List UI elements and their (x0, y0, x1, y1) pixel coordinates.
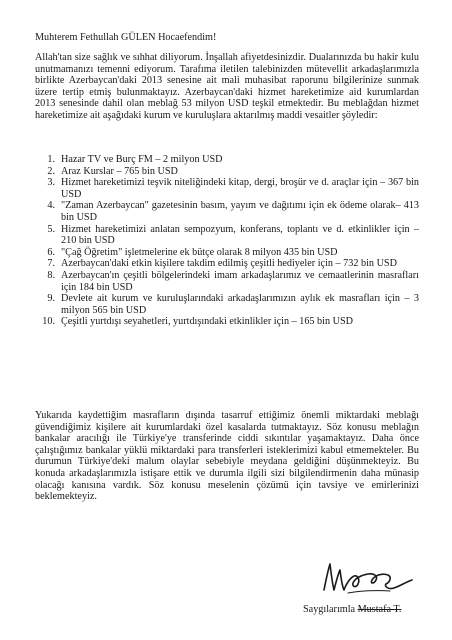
item-text: "Zaman Azerbaycan" gazetesinin basım, yayım ve dağıtımı için ek ödeme olarak– 413 bin USD (61, 200, 419, 223)
list-item (35, 154, 419, 166)
closing-text: Saygılarımla (303, 604, 356, 615)
salutation: Muhterem Fethullah GÜLEN Hocaefendim! (35, 32, 217, 43)
item-number: 8. (47, 269, 55, 281)
item-text: Hizmet hareketimizi anlatan sempozyum, konferans, toplantı ve d. etkinlikler için – 210 bin USD (61, 223, 419, 247)
intro-paragraph: Allah'tan size sağlık ve sıhhat diliyorum. İnşallah afiyetdesinizdir. Dualarınızda bu hakir kulu unutmamanızı temenni ediyorum. Tarafıma iletilen talebinizden mütevellit arkadaşlarımızla birlikte Azerbaycan'daki 2013 senesine ait mali muhasibat raporunu bilgilerinize sunmak üzere tertip etmiş bulunmaktayız. Azerbaycan'daki hizmet hareketimize aid kurumlardan 2013 senesinde dahil olan meblağ 53 milyon USD teşkil etmektedir. Bu meblağdan hizmet hareketimize ait aşağıdaki kurum ve kuruluşlara aktarılmış maddi vesaitler şöyledir: (35, 52, 419, 121)
item-number: 2. (47, 165, 55, 177)
item-text: Hazar TV ve Burç FM – 2 milyon USD (61, 154, 223, 165)
item-number: 6. (47, 246, 55, 258)
item-text: Devlete ait kurum ve kuruluşlarındaki arkadaşlarımızın aylık ek masrafları için – 3 milyon 565 bin USD (61, 293, 419, 316)
list-item (35, 247, 419, 259)
item-text: Çeşitli yurtdışı seyahetleri, yurtdışındaki etkinlikler için – 165 bin USD (61, 316, 354, 328)
signer-name: Mustafa T. (357, 604, 402, 615)
list-item (35, 224, 419, 247)
item-number: 7. (47, 258, 55, 270)
handwritten-signature (318, 560, 418, 598)
list-item (35, 258, 419, 270)
item-number: 10. (42, 316, 55, 328)
item-number: 4. (47, 200, 55, 212)
item-text: Hizmet hareketimizi teşvik niteliğindeki kitap, dergi, broşür ve d. araçlar için – 367 bin USD (61, 177, 419, 200)
item-number: 3. (47, 177, 55, 189)
list-item (35, 293, 419, 316)
list-item (35, 316, 419, 328)
list-item (35, 270, 419, 293)
item-text: Azerbaycan'daki etkin kişilere takdim edilmiş çeşitli hediyeler için – 732 bin USD (61, 258, 397, 270)
expense-list (35, 154, 419, 328)
list-item (35, 200, 419, 223)
item-text: Azerbaycan'ın çeşitli bölgelerindeki imam arkadaşlarımız ve cemaatlerinin masrafları için 184 bin USD (61, 269, 419, 293)
body-paragraph: Yukarıda kaydettiğim masrafların dışında tasarruf ettiğimiz önemli miktardaki meblağı güvendiğimiz kişilere ait kurumlardaki özel kasalarda tutmaktayız. Söz konusu meblağın bankalar aracılığı ile Türkiye'ye transferinde ciddi sıkıntılar yaşamaktayız. Daha önce çalıştığımız bankalar yüklü miktardaki para transferleri isteklerimizi kabul etmemekteler. Bu durumun Türkiye'deki malum olaylar sebebiyle meydana geldiğini düşünmekteyiz. Bu konuda arkadaşlarımızla istişare ettik ve durumla ilgili sizi bilgilendirmenin daha münasip olacağı kanısına vardık. Söz konusu meselenin çözümü için tavsiye ve emirlerinizi beklemekteyiz. (35, 410, 419, 503)
item-text: "Çağ Öğretim" işletmelerine ek bütçe olarak 8 milyon 435 bin USD (61, 246, 338, 258)
item-number: 1. (47, 154, 55, 165)
closing (303, 604, 401, 616)
list-item (35, 177, 419, 200)
item-text: Araz Kurslar – 765 bin USD (61, 165, 178, 177)
list-item (35, 166, 419, 178)
item-number: 9. (47, 293, 55, 305)
item-number: 5. (47, 223, 55, 235)
